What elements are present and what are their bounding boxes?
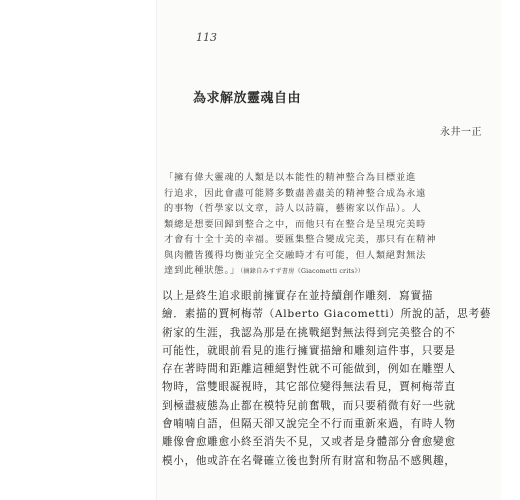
body-line: 到極盡疲態為止都在模特兒前奮戰，而只要稍微有好一些就 — [162, 399, 456, 412]
quote-line: 的事物（哲學家以文章，詩人以詩篇，藝術家以作品）。人 — [164, 203, 422, 214]
body-line: 術家的生涯，我認為那是在挑戰絕對無法得到完美整合的不 — [162, 326, 456, 339]
quote-line: 才會有十全十美的幸福。要匯集整合變成完美，那只有在精神 — [164, 234, 437, 245]
body-line: 可能性，就眼前看見的進行擁實描繪和雕刻這件事，只要是 — [162, 344, 456, 357]
author-name: 永井一正 — [440, 127, 482, 138]
page-number: 113 — [196, 31, 217, 44]
body-line: 雕像會愈雕愈小終至消失不見，又或者是身體部分會愈變愈 — [162, 436, 456, 449]
body-line: 以上是終生追求眼前擁實存在並持續創作雕刻．寫實描 — [162, 290, 434, 302]
quote-block — [164, 170, 437, 280]
body-line: 存在著時間和距離這種絕對性就不可能做到，例如在雕塑人 — [162, 363, 456, 376]
quote-line-text: 達到此種狀態。」 — [164, 265, 241, 276]
quote-line: 與肉體皆獲得均衡並完全交融時才有可能，但人類絕對無法 — [164, 249, 427, 261]
body-line: 繪．素描的賈柯梅蒂（Alberto Giacometti）所說的話，思考藝 — [162, 308, 492, 321]
chapter-title: 為求解放靈魂自由 — [193, 91, 302, 106]
quote-line: 「擁有偉大靈魂的人類是以本能性的精神整合為目標並進 — [164, 172, 417, 183]
quote-source: （摘錄自みすず書房《Giacometti crits》） — [240, 268, 365, 275]
quote-line: 類總是想要回歸到整合之中，而他只有在整合是呈現完美時 — [164, 218, 427, 230]
body-paragraph — [162, 287, 492, 470]
quote-line: 行追求，因此會盡可能將多數盡善盡美的精神整合成為永遠 — [164, 187, 427, 199]
quote-last-line — [164, 263, 394, 280]
body-line: 模小，他或許在名聲確立後也對所有財富和物品不感興趣， — [162, 454, 456, 467]
body-line: 會喃喃自語，但隔天卻又說完全不行而重新來過，有時人物 — [162, 418, 456, 431]
body-line: 物時，當雙眼凝視時，其它部位變得無法看見，賈柯梅蒂直 — [162, 381, 456, 394]
